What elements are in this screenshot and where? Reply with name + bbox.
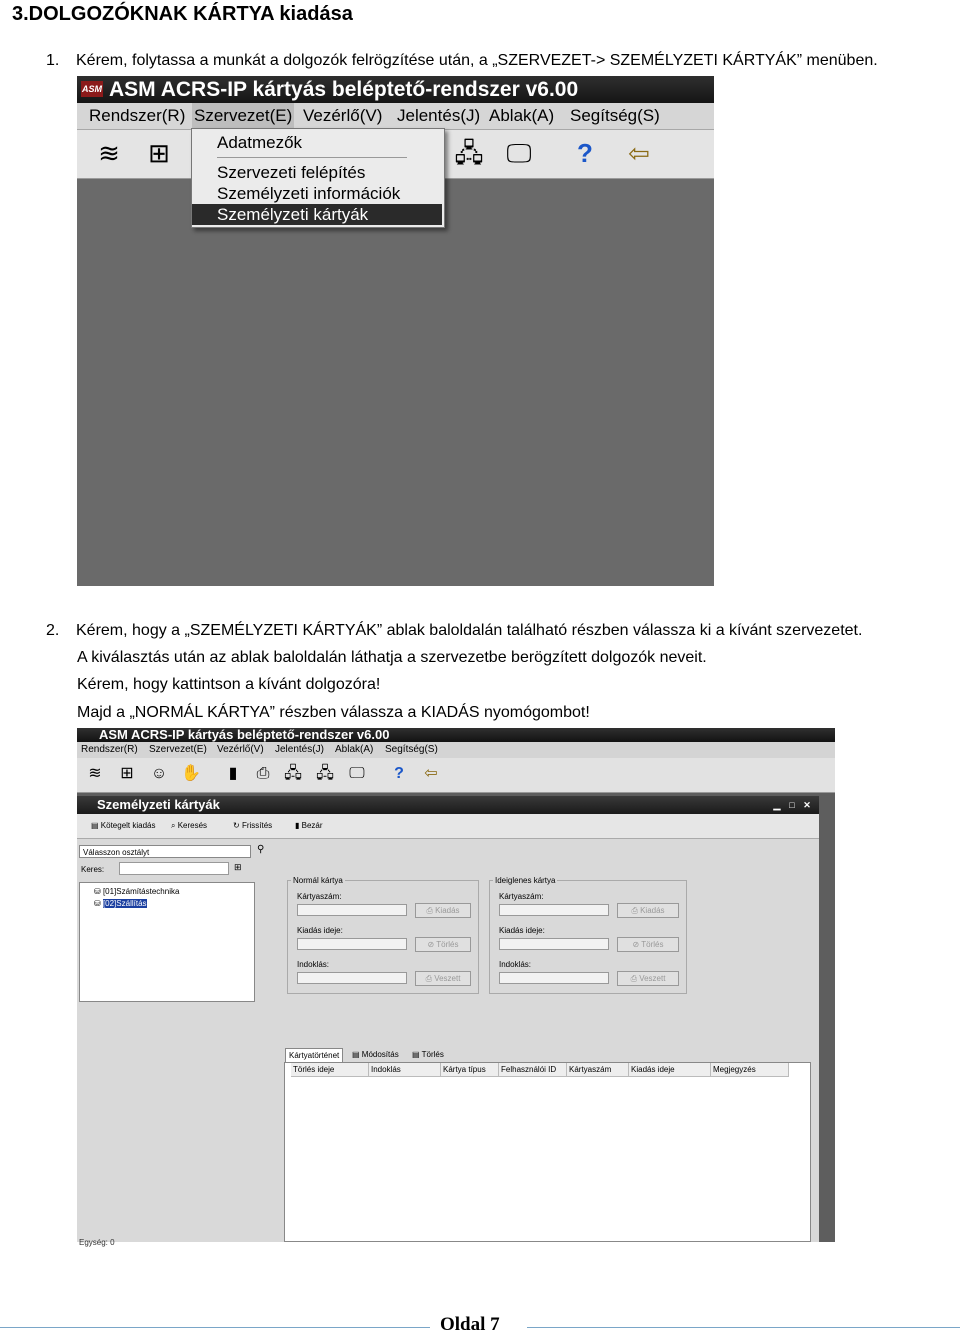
batch-issue-button[interactable]: ▤ Kötegelt kiadás [91,821,156,830]
menu-ablak[interactable]: Ablak(A) [489,106,555,125]
column-header[interactable]: Törlés ideje [291,1063,369,1077]
delete-button[interactable]: ⊘ Törlés [415,937,471,952]
reason-label: Indoklás: [297,960,330,969]
menu-separator [217,157,407,158]
tab-card-history[interactable]: Kártyatörténet [285,1048,343,1063]
menu-item-adatmezok[interactable]: Adatmezők [217,133,303,152]
normal-card-label: Normál kártya [293,876,343,885]
step-number: 1. [46,52,60,69]
binoculars-icon[interactable]: ⚲ [257,844,265,855]
help-icon[interactable]: ? [577,138,593,168]
window-title: Személyzeti kártyák [97,797,220,812]
device-icon[interactable]: ▮ [228,765,238,782]
search-button[interactable]: ⌕ Keresés [171,821,208,830]
menu-bar [77,742,835,758]
column-header[interactable]: Indoklás [369,1063,441,1077]
app-titlebar [77,76,714,103]
tree-item[interactable]: ⛁ [01]Számítástechnika [94,887,180,896]
temp-issue-button[interactable]: ⎙ Kiadás [617,903,679,918]
step-2 [46,617,862,644]
org-tree-icon[interactable]: ⊞ [120,765,134,782]
department-tree [79,882,255,1002]
org-tree-icon[interactable]: ⊞ [148,138,170,168]
menu-jelentes[interactable]: Jelentés(J) [397,106,481,125]
maximize-icon[interactable]: □ [789,800,795,810]
window-toolbar [77,814,819,839]
exit-door-icon[interactable]: ⇦ [424,765,438,782]
card-number-label: Kártyaszám: [297,892,342,901]
temp-card-number-label: Kártyaszám: [499,892,544,901]
temp-card-label: Ideiglenes kártya [495,876,556,885]
column-header[interactable]: Kiadás ideje [629,1063,711,1077]
menu-vezerlo[interactable]: Vezérlő(V) [303,106,383,125]
menu-item-szemelyzeti-kartyak[interactable]: Személyzeti kártyák [192,204,442,225]
help-icon[interactable]: ? [394,765,404,782]
cards-icon[interactable]: ≋ [88,765,102,782]
menu-rendszer[interactable]: Rendszer(R) [89,106,186,125]
close-icon[interactable]: ✕ [803,800,811,810]
menu-szervezet[interactable]: Szervezet(E) [149,744,207,755]
network2-icon[interactable]: 🖧 [316,765,334,782]
print-icon[interactable]: ⎙ [256,765,270,782]
department-select[interactable]: Válasszon osztályt [79,845,251,858]
cards-icon[interactable]: ≋ [98,138,120,168]
close-button[interactable]: ▮ Bezár [295,821,323,830]
page-number: Oldal 7 [440,1314,500,1335]
toolbar [77,758,835,793]
column-header[interactable]: Kártyaszám [567,1063,629,1077]
network-icon[interactable]: 🖧 [454,138,484,168]
search-go-icon[interactable]: ⊞ [234,862,242,872]
monitor-icon[interactable]: 🖵 [349,765,365,782]
step-text: Kérem, hogy a „SZEMÉLYZETI KÁRTYÁK” ablak baloldalán található részben válassza ki a kívánt szervezetet. [76,622,863,639]
screenshot-main-menu [77,76,714,586]
reason-field[interactable] [297,972,407,984]
menu-ablak[interactable]: Ablak(A) [335,744,374,755]
temp-reason-field[interactable] [499,972,609,984]
exit-door-icon[interactable]: ⇦ [628,138,650,168]
step-1 [46,47,878,74]
issue-date-label: Kiadás ideje: [297,926,343,935]
menu-item-szemelyzeti-informaciok[interactable]: Személyzeti információk [217,184,401,203]
menu-szervezet[interactable]: Szervezet(E) [192,103,294,129]
temp-lost-button[interactable]: ⎙ Veszett [617,971,679,986]
issue-date-field[interactable] [297,938,407,950]
temp-issue-date-field[interactable] [499,938,609,950]
status-count: Egység: 0 [79,1238,115,1247]
app-title: ASM ACRS-IP kártyás beléptető-rendszer v6.00 [99,727,390,742]
menu-segitseg[interactable]: Segítség(S) [385,744,438,755]
footer-rule-left [0,1327,430,1328]
tab-delete[interactable]: ▤ Törlés [412,1050,444,1059]
monitor-icon[interactable]: 🖵 [506,138,532,168]
personnel-cards-window [77,796,819,1247]
step-text: Kérem, folytassa a munkát a dolgozók felrögzítése után, a „SZERVEZET-> SZEMÉLYZETI KÁRTYÁK” menüben. [76,52,878,69]
menu-segitseg[interactable]: Segítség(S) [570,106,660,125]
search-input[interactable] [119,862,229,875]
temp-reason-label: Indoklás: [499,960,532,969]
menu-rendszer[interactable]: Rendszer(R) [81,744,138,755]
menu-item-szervezeti-felepites[interactable]: Szervezeti felépítés [217,163,366,182]
app-titlebar [77,728,835,742]
tree-item-selected[interactable]: ⛁ [02]Szállítás [94,899,147,908]
tab-modify[interactable]: ▤ Módosítás [352,1050,399,1059]
step-number: 2. [46,622,60,639]
screenshot-personnel-cards [77,727,835,1247]
card-history-table [284,1062,811,1242]
search-label: Keres: [81,865,105,874]
menu-vezerlo[interactable]: Vezérlő(V) [217,744,264,755]
section-heading: 3.DOLGOZÓKNAK KÁRTYA kiadása [12,3,353,25]
column-header[interactable]: Kártya típus [441,1063,499,1077]
lost-button[interactable]: ⎙ Veszett [415,971,471,986]
asm-logo: ASM [81,81,103,97]
minimize-icon[interactable]: ▁ [773,800,781,810]
temp-delete-button[interactable]: ⊘ Törlés [617,937,679,952]
step-2-line-2: A kiválasztás után az ablak baloldalán láthatja a szervezetbe berögzített dolgozók neveit. [77,649,707,666]
menu-jelentes[interactable]: Jelentés(J) [275,744,324,755]
people-icon[interactable]: ☺ [150,765,168,782]
footer-rule-right [527,1327,960,1328]
temp-card-number-field[interactable] [499,904,609,916]
menu-bar [77,103,714,130]
app-title: ASM ACRS-IP kártyás beléptető-rendszer v6.00 [109,78,579,101]
left-panel [79,840,265,1247]
szervezet-dropdown [191,128,445,228]
card-number-field[interactable] [297,904,407,916]
hand-icon[interactable]: ✋ [181,765,201,782]
column-header[interactable]: Megjegyzés [711,1063,789,1077]
column-header[interactable]: Felhasználói ID [499,1063,567,1077]
issue-button[interactable]: ⎙ Kiadás [415,903,471,918]
temp-issue-date-label: Kiadás ideje: [499,926,545,935]
window-titlebar [77,796,819,814]
network-icon[interactable]: 🖧 [284,765,302,782]
step-2-line-4: Majd a „NORMÁL KÁRTYA” részben válassza a KIADÁS nyomógombot! [77,704,590,721]
refresh-button[interactable]: ↻ Frissítés [233,821,273,830]
step-2-line-3: Kérem, hogy kattintson a kívánt dolgozóra! [77,676,381,693]
